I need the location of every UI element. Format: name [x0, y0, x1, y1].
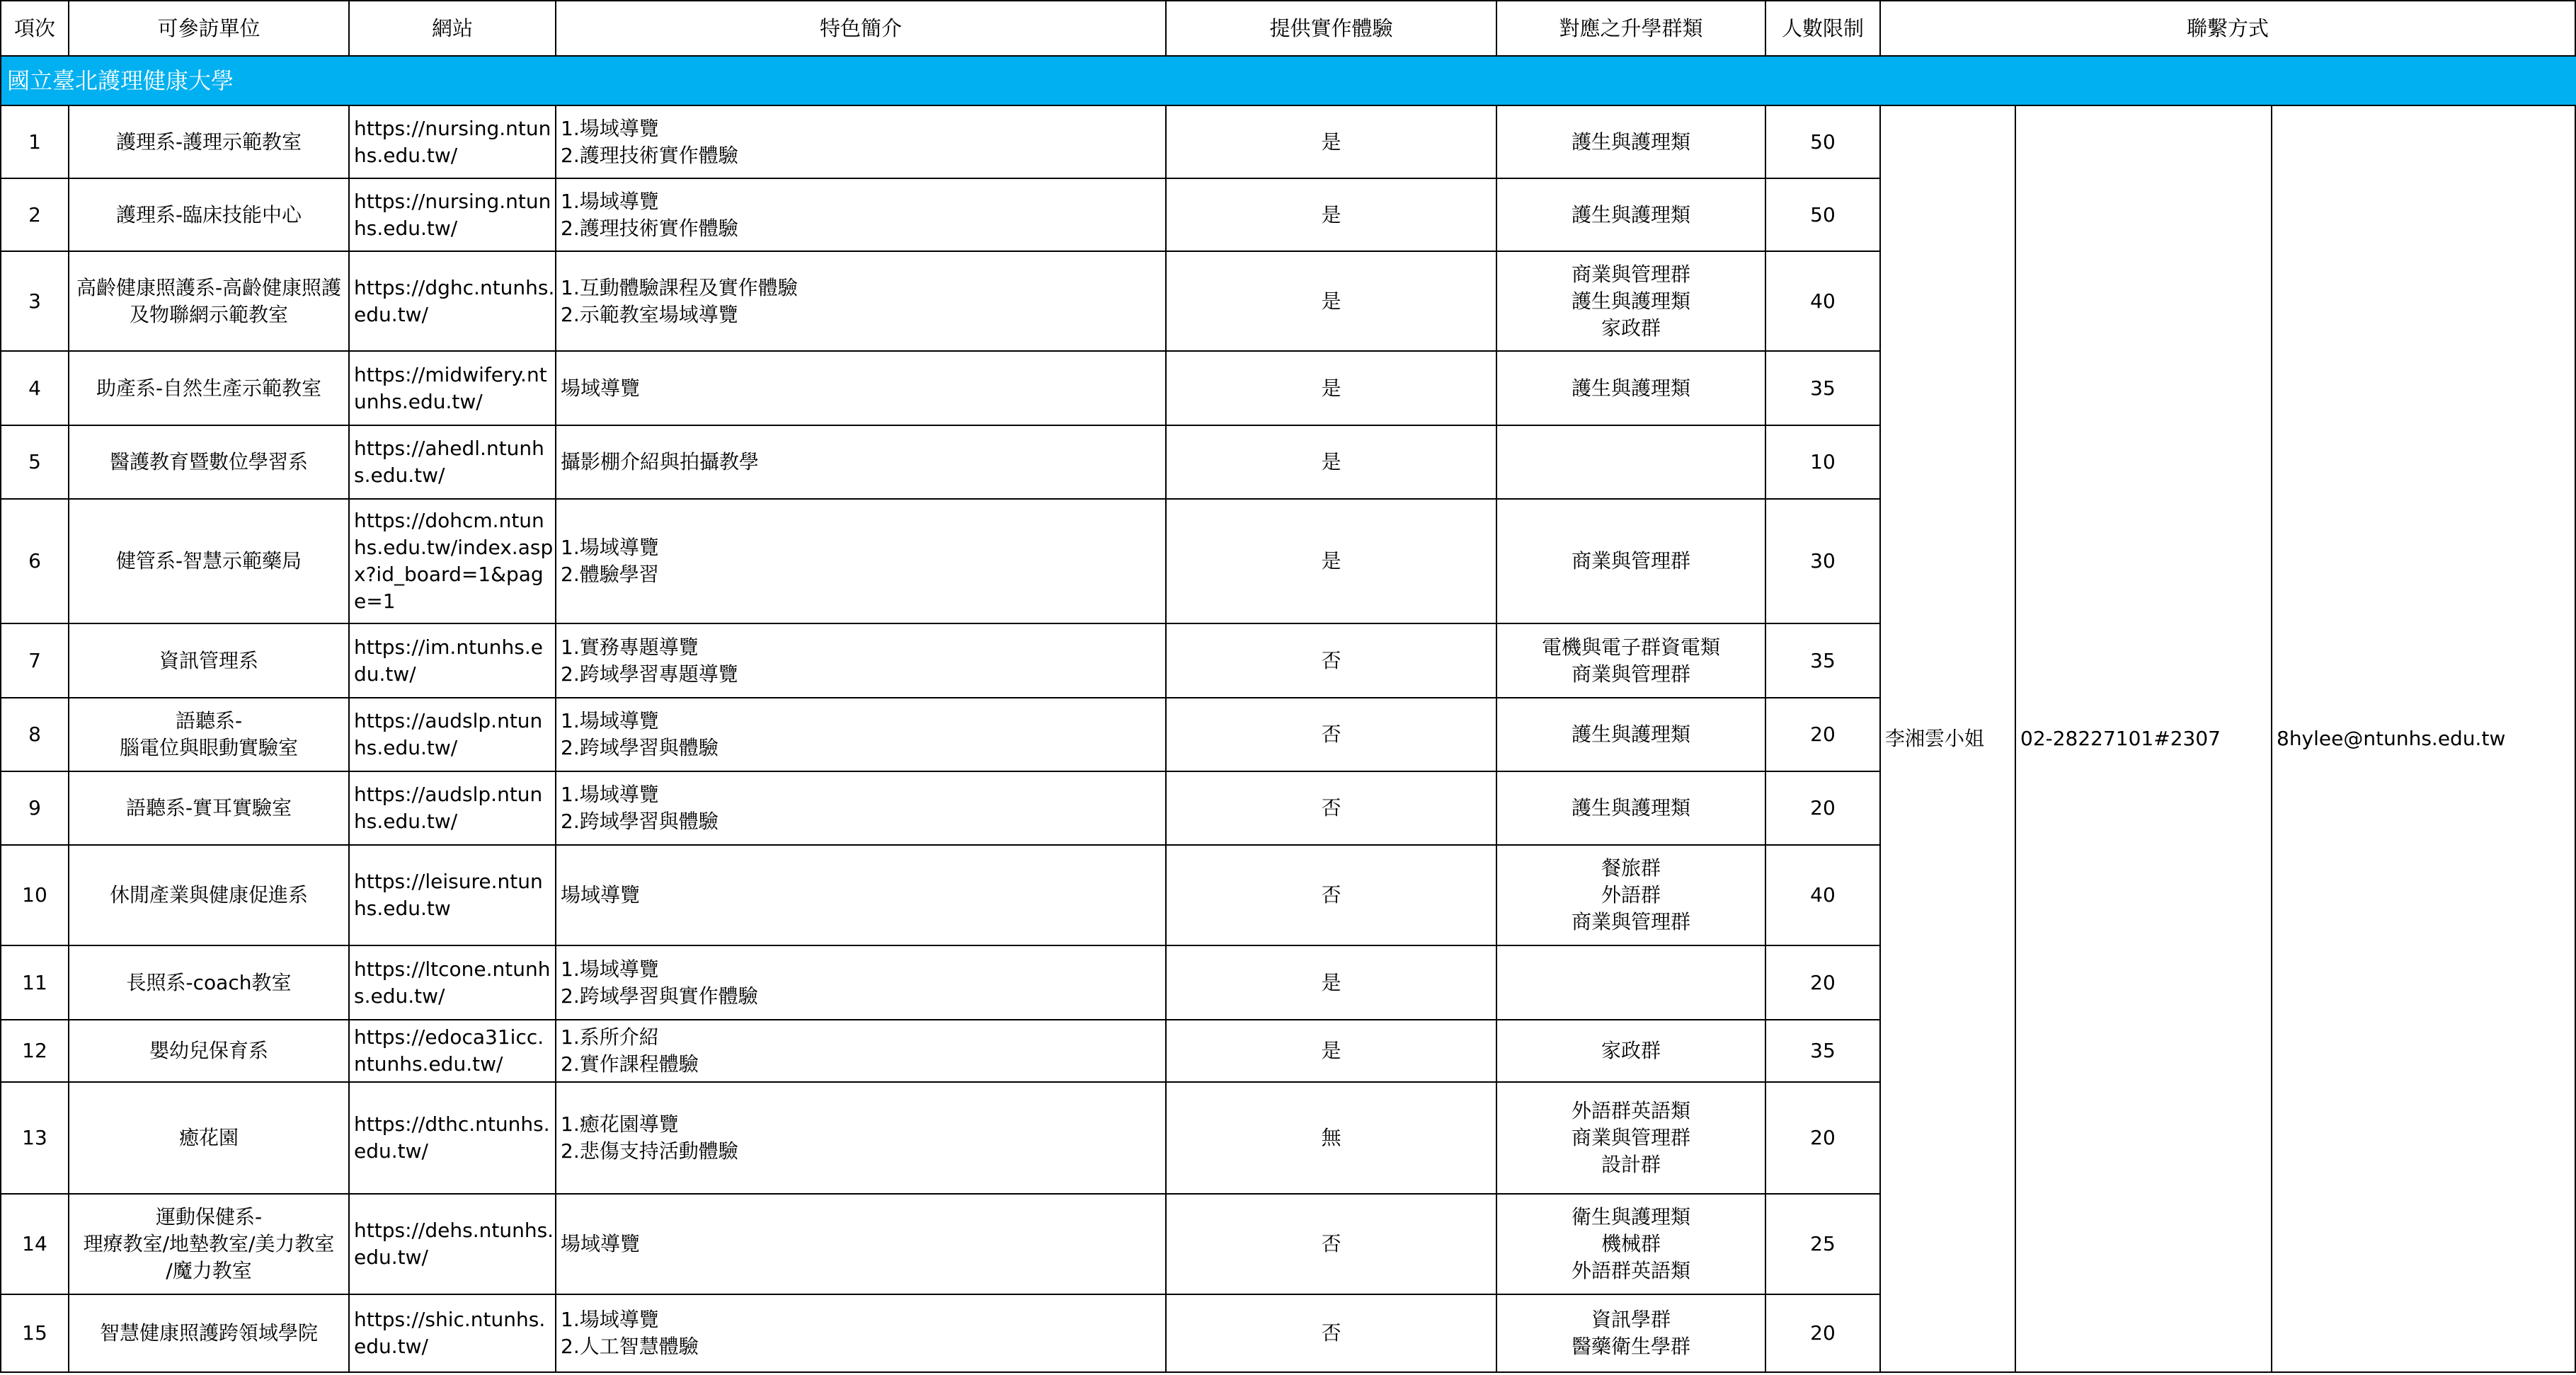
header-contact-text: 聯繫方式 — [2186, 16, 2269, 40]
cell-limit[interactable] — [1766, 500, 1881, 624]
cell-unit[interactable] — [69, 352, 350, 426]
cell-hands-on-text: 是 — [1321, 289, 1341, 313]
cell-unit[interactable] — [69, 846, 350, 946]
cell-item-no[interactable] — [0, 624, 69, 698]
cell-limit[interactable] — [1766, 698, 1881, 772]
cell-unit[interactable] — [69, 624, 350, 698]
cell-groups[interactable] — [1497, 352, 1766, 426]
cell-website-link[interactable] — [350, 500, 556, 624]
cell-limit[interactable] — [1766, 624, 1881, 698]
cell-limit[interactable] — [1766, 179, 1881, 252]
cell-unit[interactable] — [69, 772, 350, 846]
cell-limit[interactable] — [1766, 772, 1881, 846]
header-unit[interactable] — [69, 0, 350, 57]
header-item-no-text: 項次 — [13, 16, 55, 40]
cell-limit-text: 25 — [1810, 1232, 1836, 1255]
cell-features-text: 1.實務專題導覽 2.跨域學習專題導覽 — [561, 635, 738, 686]
cell-item-no-text: 8 — [28, 723, 41, 746]
cell-website-link-text: https://edoca31icc.ntunhs.edu.tw/ — [354, 1025, 544, 1076]
cell-groups-text: 商業與管理群 — [1571, 549, 1690, 573]
cell-unit-text: 語聽系- 腦電位與眼動實驗室 — [119, 709, 298, 759]
cell-unit-text: 休閒產業與健康促進系 — [109, 883, 308, 907]
cell-groups-text: 護生與護理類 — [1571, 130, 1690, 154]
school-name-band[interactable] — [0, 57, 2576, 106]
cell-website-link-text: https://nursing.ntunhs.edu.tw/ — [354, 189, 551, 240]
cell-limit-text: 35 — [1810, 1039, 1836, 1062]
cell-features-text: 場域導覽 — [561, 376, 641, 400]
cell-limit-text: 35 — [1810, 376, 1836, 400]
contact-name-text: 李湘雲小姐 — [1885, 727, 1985, 750]
cell-website-link-text: https://ltcone.ntunhs.edu.tw/ — [354, 957, 551, 1008]
cell-hands-on[interactable] — [1167, 1295, 1497, 1373]
cell-groups[interactable] — [1497, 846, 1766, 946]
cell-website-link-text: https://nursing.ntunhs.edu.tw/ — [354, 116, 551, 167]
cell-groups[interactable] — [1497, 624, 1766, 698]
cell-item-no-text: 14 — [22, 1232, 47, 1255]
cell-features-text: 1.系所介紹 2.實作課程體驗 — [561, 1025, 699, 1076]
cell-item-no[interactable] — [0, 946, 69, 1020]
cell-hands-on[interactable] — [1167, 772, 1497, 846]
cell-features[interactable] — [556, 772, 1167, 846]
cell-features[interactable] — [556, 1083, 1167, 1195]
header-unit-text: 可參訪單位 — [157, 16, 261, 40]
cell-hands-on[interactable] — [1167, 1083, 1497, 1195]
cell-features-text: 1.互動體驗課程及實作體驗 2.示範教室場域導覽 — [561, 275, 798, 326]
cell-unit-text: 醫護教育暨數位學習系 — [109, 450, 308, 473]
cell-unit[interactable] — [69, 179, 350, 252]
cell-features-text: 1.場域導覽 2.體驗學習 — [561, 536, 659, 586]
cell-features-text: 1.癒花園導覽 2.悲傷支持活動體驗 — [561, 1112, 738, 1163]
contact-email[interactable] — [2272, 106, 2576, 1373]
cell-limit-text: 20 — [1810, 1321, 1836, 1345]
cell-limit-text: 20 — [1810, 796, 1836, 819]
cell-groups-text: 護生與護理類 — [1571, 796, 1690, 819]
cell-unit[interactable] — [69, 106, 350, 179]
cell-features-text: 1.場域導覽 2.護理技術實作體驗 — [561, 189, 738, 240]
cell-hands-on-text: 否 — [1321, 796, 1341, 819]
cell-website-link-text: https://audslp.ntunhs.edu.tw/ — [354, 783, 543, 833]
cell-groups-text: 護生與護理類 — [1571, 376, 1690, 400]
cell-features-text: 1.場域導覽 2.人工智慧體驗 — [561, 1308, 699, 1358]
cell-website-link[interactable] — [350, 1195, 556, 1295]
cell-unit[interactable] — [69, 1295, 350, 1373]
header-groups-text: 對應之升學群類 — [1559, 16, 1703, 40]
cell-hands-on-text: 是 — [1321, 130, 1341, 154]
cell-groups[interactable] — [1497, 179, 1766, 252]
contact-phone[interactable] — [2016, 106, 2272, 1373]
cell-hands-on-text: 否 — [1321, 648, 1341, 672]
header-website[interactable] — [350, 0, 556, 57]
cell-hands-on[interactable] — [1167, 106, 1497, 179]
cell-features[interactable] — [556, 1295, 1167, 1373]
cell-groups[interactable] — [1497, 1295, 1766, 1373]
cell-website-link[interactable] — [350, 624, 556, 698]
cell-website-link[interactable] — [350, 698, 556, 772]
cell-features[interactable] — [556, 1195, 1167, 1295]
cell-hands-on-text: 否 — [1321, 723, 1341, 746]
cell-groups[interactable] — [1497, 1195, 1766, 1295]
cell-groups[interactable] — [1497, 1020, 1766, 1083]
cell-website-link[interactable] — [350, 846, 556, 946]
cell-website-link-text: https://ahedl.ntunhs.edu.tw/ — [354, 437, 544, 487]
cell-limit-text: 10 — [1810, 450, 1836, 473]
cell-limit-text: 30 — [1810, 549, 1836, 573]
cell-limit[interactable] — [1766, 106, 1881, 179]
cell-unit[interactable] — [69, 698, 350, 772]
cell-features[interactable] — [556, 946, 1167, 1020]
cell-item-no[interactable] — [0, 698, 69, 772]
cell-groups-text: 護生與護理類 — [1571, 723, 1690, 746]
cell-limit[interactable] — [1766, 1195, 1881, 1295]
cell-unit[interactable] — [69, 426, 350, 500]
cell-groups[interactable] — [1497, 1083, 1766, 1195]
cell-hands-on-text: 是 — [1321, 549, 1341, 573]
cell-item-no[interactable] — [0, 1083, 69, 1195]
cell-item-no-text: 6 — [28, 549, 41, 573]
cell-unit[interactable] — [69, 252, 350, 352]
contact-phone-text: 02-28227101#2307 — [2020, 727, 2221, 750]
cell-features[interactable] — [556, 106, 1167, 179]
cell-hands-on-text: 否 — [1321, 883, 1341, 907]
cell-hands-on-text: 否 — [1321, 1232, 1341, 1255]
cell-groups[interactable] — [1497, 698, 1766, 772]
cell-website-link[interactable] — [350, 106, 556, 179]
cell-groups[interactable] — [1497, 252, 1766, 352]
cell-item-no[interactable] — [0, 772, 69, 846]
cell-groups-text: 電機與電子群資電類 商業與管理群 — [1541, 635, 1720, 686]
cell-limit-text: 35 — [1810, 648, 1836, 672]
cell-hands-on[interactable] — [1167, 698, 1497, 772]
cell-hands-on-text: 否 — [1321, 1321, 1341, 1345]
cell-limit[interactable] — [1766, 1295, 1881, 1373]
cell-website-link-text: https://dehs.ntunhs.edu.tw/ — [354, 1219, 554, 1269]
cell-unit-text: 護理系-護理示範教室 — [115, 130, 302, 154]
cell-groups-text: 餐旅群 外語群 商業與管理群 — [1571, 856, 1690, 933]
cell-features[interactable] — [556, 179, 1167, 252]
cell-unit-text: 運動保健系- 理療教室/地墊教室/美力教室 /魔力教室 — [83, 1205, 335, 1282]
cell-website-link[interactable] — [350, 1083, 556, 1195]
cell-item-no-text: 2 — [28, 202, 41, 226]
cell-features[interactable] — [556, 252, 1167, 352]
cell-hands-on[interactable] — [1167, 846, 1497, 946]
cell-groups-text: 家政群 — [1601, 1039, 1661, 1062]
cell-groups[interactable] — [1497, 772, 1766, 846]
cell-features-text: 攝影棚介紹與拍攝教學 — [561, 450, 760, 473]
cell-groups-text: 商業與管理群 護生與護理類 家政群 — [1571, 262, 1690, 340]
cell-groups[interactable] — [1497, 946, 1766, 1020]
cell-item-no[interactable] — [0, 500, 69, 624]
cell-website-link-text: https://im.ntunhs.edu.tw/ — [354, 635, 543, 686]
cell-unit[interactable] — [69, 1195, 350, 1295]
cell-limit[interactable] — [1766, 352, 1881, 426]
cell-limit-text: 20 — [1810, 1126, 1836, 1149]
cell-limit[interactable] — [1766, 252, 1881, 352]
cell-website-link[interactable] — [350, 426, 556, 500]
cell-features[interactable] — [556, 500, 1167, 624]
cell-limit-text: 20 — [1810, 970, 1836, 994]
cell-features[interactable] — [556, 352, 1167, 426]
cell-website-link[interactable] — [350, 1295, 556, 1373]
cell-item-no-text: 7 — [28, 648, 41, 672]
cell-features-text: 1.場域導覽 2.跨域學習與體驗 — [561, 709, 719, 759]
cell-groups-text: 資訊學群 醫藥衛生學群 — [1571, 1308, 1690, 1358]
cell-hands-on[interactable] — [1167, 352, 1497, 426]
cell-unit[interactable] — [69, 1083, 350, 1195]
header-hands-on-text: 提供實作體驗 — [1269, 16, 1393, 40]
cell-limit-text: 50 — [1810, 202, 1836, 226]
cell-website-link[interactable] — [350, 179, 556, 252]
cell-features[interactable] — [556, 698, 1167, 772]
cell-website-link-text: https://audslp.ntunhs.edu.tw/ — [354, 709, 543, 759]
cell-groups-text: 外語群英語類 商業與管理群 設計群 — [1571, 1099, 1690, 1176]
cell-groups[interactable] — [1497, 106, 1766, 179]
cell-unit[interactable] — [69, 500, 350, 624]
cell-hands-on[interactable] — [1167, 1020, 1497, 1083]
cell-limit[interactable] — [1766, 946, 1881, 1020]
cell-hands-on[interactable] — [1167, 179, 1497, 252]
header-hands-on[interactable] — [1167, 0, 1497, 57]
cell-website-link[interactable] — [350, 772, 556, 846]
cell-hands-on[interactable] — [1167, 426, 1497, 500]
cell-unit-text: 智慧健康照護跨領域學院 — [99, 1321, 318, 1345]
cell-limit[interactable] — [1766, 1083, 1881, 1195]
contact-name[interactable] — [1881, 106, 2016, 1373]
cell-hands-on[interactable] — [1167, 500, 1497, 624]
header-limit[interactable] — [1766, 0, 1881, 57]
cell-unit-text: 助產系-自然生產示範教室 — [96, 376, 322, 400]
cell-limit[interactable] — [1766, 846, 1881, 946]
cell-item-no[interactable] — [0, 1195, 69, 1295]
cell-item-no-text: 11 — [22, 970, 47, 994]
cell-hands-on-text: 是 — [1321, 376, 1341, 400]
cell-hands-on-text: 是 — [1321, 202, 1341, 226]
header-website-text: 網站 — [431, 16, 473, 40]
cell-features[interactable] — [556, 624, 1167, 698]
cell-limit-text: 40 — [1810, 289, 1836, 313]
cell-unit-text: 長照系-coach教室 — [126, 970, 292, 994]
cell-hands-on-text: 是 — [1321, 970, 1341, 994]
cell-unit-text: 高齡健康照護系-高齡健康照護及物聯網示範教室 — [76, 275, 342, 326]
header-contact[interactable] — [1881, 0, 2576, 57]
cell-features[interactable] — [556, 426, 1167, 500]
cell-website-link-text: https://shic.ntunhs.edu.tw/ — [354, 1308, 546, 1358]
cell-hands-on-text: 是 — [1321, 1039, 1341, 1062]
cell-item-no-text: 15 — [22, 1321, 47, 1345]
cell-features-text: 場域導覽 — [561, 883, 641, 907]
cell-website-link-text: https://dthc.ntunhs.edu.tw/ — [354, 1112, 550, 1163]
cell-item-no-text: 12 — [22, 1039, 47, 1062]
cell-features[interactable] — [556, 1020, 1167, 1083]
cell-item-no[interactable] — [0, 1020, 69, 1083]
header-features-text: 特色簡介 — [819, 16, 902, 40]
cell-unit-text: 護理系-臨床技能中心 — [115, 202, 302, 226]
cell-website-link[interactable] — [350, 1020, 556, 1083]
header-features[interactable] — [556, 0, 1167, 57]
cell-website-link-text: https://leisure.ntunhs.edu.tw — [354, 870, 543, 920]
school-name-band-text: 國立臺北護理健康大學 — [7, 67, 234, 94]
cell-hands-on-text: 無 — [1321, 1126, 1341, 1149]
cell-limit[interactable] — [1766, 426, 1881, 500]
cell-features-text: 1.場域導覽 2.跨域學習與實作體驗 — [561, 957, 758, 1008]
cell-hands-on-text: 是 — [1321, 450, 1341, 473]
cell-limit-text: 50 — [1810, 130, 1836, 154]
cell-groups-text: 護生與護理類 — [1571, 202, 1690, 226]
cell-unit-text: 健管系-智慧示範藥局 — [115, 549, 302, 573]
cell-limit-text: 20 — [1810, 723, 1836, 746]
cell-item-no[interactable] — [0, 252, 69, 352]
cell-features-text: 場域導覽 — [561, 1232, 641, 1255]
cell-item-no[interactable] — [0, 179, 69, 252]
cell-website-link[interactable] — [350, 252, 556, 352]
cell-item-no-text: 3 — [28, 289, 41, 313]
cell-item-no-text: 1 — [28, 130, 41, 154]
cell-item-no-text: 13 — [22, 1126, 47, 1149]
cell-website-link-text: https://dghc.ntunhs.edu.tw/ — [354, 275, 555, 326]
cell-hands-on[interactable] — [1167, 946, 1497, 1020]
cell-website-link-text: https://dohcm.ntunhs.edu.tw/index.aspx?id_board=1&page=1 — [354, 509, 554, 613]
cell-features[interactable] — [556, 846, 1167, 946]
cell-groups-text: 衛生與護理類 機械群 外語群英語類 — [1571, 1205, 1690, 1282]
cell-features-text: 1.場域導覽 2.護理技術實作體驗 — [561, 116, 738, 167]
cell-groups[interactable] — [1497, 426, 1766, 500]
header-item-no[interactable] — [0, 0, 69, 57]
contact-email-text: 8hylee@ntunhs.edu.tw — [2277, 727, 2506, 750]
cell-item-no-text: 9 — [28, 796, 41, 819]
header-groups[interactable] — [1497, 0, 1766, 57]
cell-unit[interactable] — [69, 1020, 350, 1083]
cell-groups[interactable] — [1497, 500, 1766, 624]
cell-item-no-text: 10 — [22, 883, 47, 907]
cell-item-no-text: 5 — [28, 450, 41, 473]
cell-item-no[interactable] — [0, 352, 69, 426]
cell-limit-text: 40 — [1810, 883, 1836, 907]
cell-limit[interactable] — [1766, 1020, 1881, 1083]
cell-unit-text: 嬰幼兒保育系 — [149, 1039, 268, 1062]
cell-hands-on[interactable] — [1167, 1195, 1497, 1295]
cell-item-no[interactable] — [0, 426, 69, 500]
cell-features-text: 1.場域導覽 2.跨域學習與體驗 — [561, 783, 719, 833]
cell-unit-text: 癒花園 — [178, 1126, 239, 1149]
cell-unit[interactable] — [69, 946, 350, 1020]
cell-item-no-text: 4 — [28, 376, 41, 400]
header-limit-text: 人數限制 — [1781, 16, 1864, 40]
cell-item-no[interactable] — [0, 106, 69, 179]
cell-item-no[interactable] — [0, 1295, 69, 1373]
cell-website-link[interactable] — [350, 946, 556, 1020]
cell-website-link[interactable] — [350, 352, 556, 426]
cell-item-no[interactable] — [0, 846, 69, 946]
cell-unit-text: 資訊管理系 — [159, 648, 258, 672]
cell-hands-on[interactable] — [1167, 624, 1497, 698]
cell-unit-text: 語聽系-實耳實驗室 — [125, 796, 292, 819]
cell-hands-on[interactable] — [1167, 252, 1497, 352]
cell-website-link-text: https://midwifery.ntunhs.edu.tw/ — [354, 362, 547, 413]
